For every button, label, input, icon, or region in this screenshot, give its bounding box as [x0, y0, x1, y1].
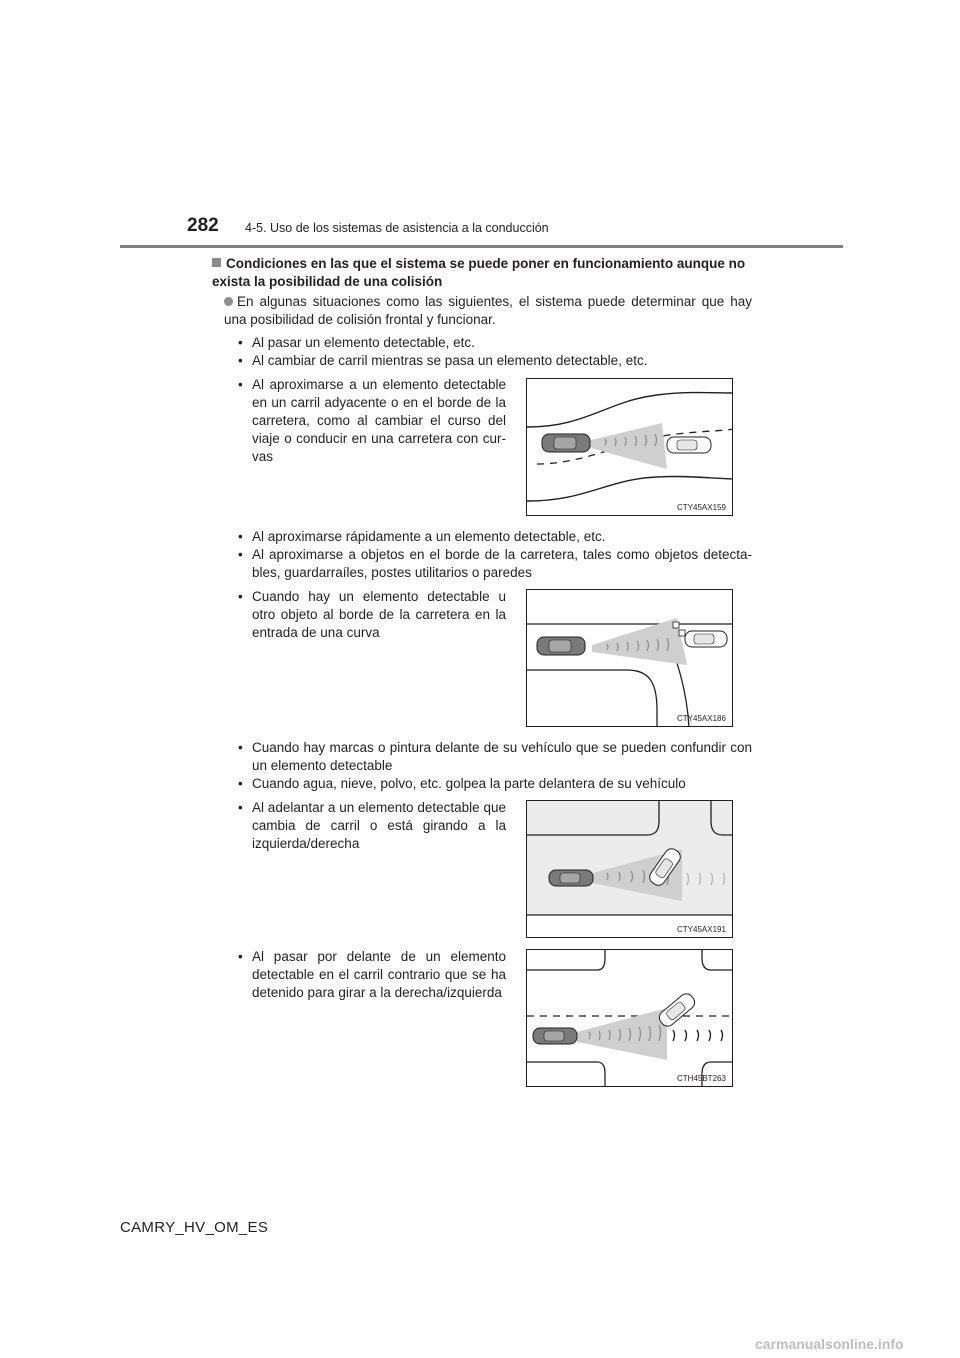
own-car-icon	[549, 870, 593, 886]
figure-code: CTY45AX159	[677, 503, 726, 512]
bullet-dot: •	[238, 353, 243, 368]
target-car-icon	[667, 437, 711, 453]
target-car-icon	[685, 631, 727, 647]
intro-paragraph	[224, 293, 752, 329]
list-item-text: Al adelantar a un elemento detectable que cambia de carril o está girando a la izquierda/derecha	[252, 800, 506, 851]
curve-entrance-illustration	[527, 590, 733, 727]
list-item	[238, 528, 758, 546]
list-item	[238, 546, 752, 582]
figure-oncoming-turning	[526, 949, 733, 1087]
curved-road-illustration	[527, 379, 733, 516]
list-item-text: Al aproximarse rápidamente a un elemento detectable, etc.	[252, 529, 606, 544]
list-item	[238, 739, 752, 775]
intro-text: En algunas situaciones como las siguientes, el sistema puede determinar que hay una posibilidad de colisión frontal y funcionar.	[224, 294, 752, 327]
list-item-text: Al aproximarse a un elemento detectable en un carril adyacente o en el borde de la carretera, como al cambiar el curso del viaje o conducir en una carretera con cur- vas	[252, 377, 506, 464]
list-item-text: Cuando hay un elemento detectable u otro objeto al borde de la carretera en la entrada de una curva	[252, 589, 506, 640]
bullet-dot: •	[238, 776, 243, 791]
page-number: 282	[187, 215, 219, 236]
figure-curved-road	[526, 378, 733, 516]
bullet-dot: •	[238, 589, 243, 604]
square-bullet-icon	[212, 258, 221, 267]
figure-code: CTY45AX186	[677, 714, 726, 723]
bullet-dot: •	[238, 335, 243, 350]
list-item	[238, 334, 758, 352]
watermark: carmanualsonline.info	[755, 1336, 904, 1352]
oncoming-turning-illustration	[527, 950, 733, 1087]
section-title: 4-5. Uso de los sistemas de asistencia a la conducción	[245, 221, 549, 235]
footer-model-code: CAMRY_HV_OM_ES	[120, 1219, 269, 1236]
header-rule	[120, 245, 843, 248]
list-item-text: Al aproximarse a objetos en el borde de la carretera, tales como objetos detecta- bles, guardarraíles, postes utilitarios o paredes	[252, 547, 752, 580]
own-car-icon	[533, 1028, 577, 1044]
bullet-dot: •	[238, 377, 243, 392]
figure-code: CTY45AX191	[677, 925, 726, 934]
figure-code: CTH45BT263	[677, 1074, 726, 1083]
circle-bullet-icon	[224, 297, 233, 306]
section-heading-text: Condiciones en las que el sistema se puede poner en funcionamiento aunque no exista la posibilidad de una colisión	[212, 256, 746, 289]
list-item	[238, 799, 506, 853]
figure-overtaking-turning	[526, 800, 733, 938]
overtaking-turning-illustration	[527, 801, 733, 938]
list-item-text: Cuando hay marcas o pintura delante de su vehículo que se pueden confundir con un elemento detectable	[252, 740, 752, 773]
bullet-dot: •	[238, 800, 243, 815]
bullet-dot: •	[238, 740, 243, 755]
bullet-dot: •	[238, 529, 243, 544]
list-item-text: Al pasar por delante de un elemento detectable en el carril contrario que se ha detenido para girar a la derecha/izquierda	[252, 949, 506, 1000]
list-item-text: Al pasar un elemento detectable, etc.	[252, 335, 475, 350]
list-item-text: Al cambiar de carril mientras se pasa un elemento detectable, etc.	[252, 353, 648, 368]
list-item	[238, 352, 758, 370]
bullet-dot: •	[238, 949, 243, 964]
own-car-icon	[537, 637, 585, 655]
list-item	[238, 588, 506, 642]
list-item-text: Cuando agua, nieve, polvo, etc. golpea la parte delantera de su vehículo	[252, 776, 686, 791]
list-item	[238, 948, 506, 1002]
figure-curve-entrance	[526, 589, 733, 727]
own-car-icon	[542, 434, 590, 452]
section-heading	[212, 255, 752, 291]
list-item	[238, 775, 758, 793]
bullet-dot: •	[238, 547, 243, 562]
list-item	[238, 376, 506, 466]
